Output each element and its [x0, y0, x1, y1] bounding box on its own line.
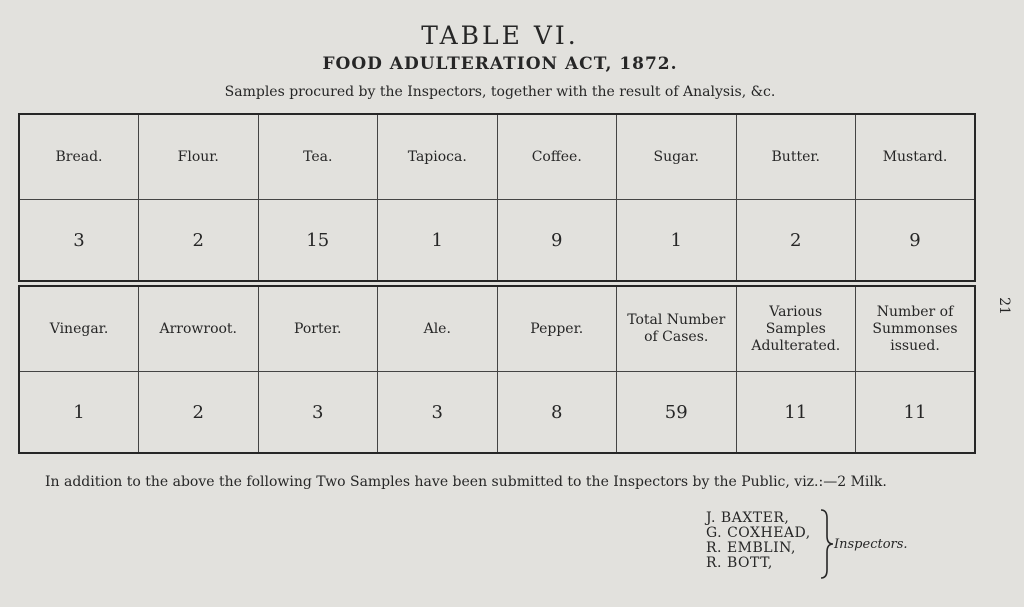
value-cell: 11: [736, 372, 856, 454]
inspectors-label: Inspectors.: [834, 537, 908, 552]
header-cell: Porter.: [258, 286, 378, 372]
header-cell: Pepper.: [497, 286, 617, 372]
header-cell: Mustard.: [856, 114, 976, 200]
table-value-row: [19, 372, 975, 454]
inspector-name: J. BAXTER,: [706, 510, 790, 526]
inspector-signatures: [706, 511, 811, 571]
header-cell: Ale.: [378, 286, 498, 372]
header-cell: Flour.: [139, 114, 259, 200]
value-cell: 2: [139, 372, 259, 454]
value-cell: 3: [258, 372, 378, 454]
value-cell: 3: [378, 372, 498, 454]
value-cell: 8: [497, 372, 617, 454]
header-cell: Coffee.: [497, 114, 617, 200]
table-value-row: [19, 200, 975, 282]
table-title: TABLE VI.: [421, 21, 579, 50]
table-header-row: [19, 114, 975, 200]
header-cell: Tea.: [258, 114, 378, 200]
value-cell: 11: [856, 372, 976, 454]
value-cell: 15: [258, 200, 378, 282]
table-header-row: [19, 286, 975, 372]
value-cell: 1: [617, 200, 737, 282]
additional-samples-note: In addition to the above the following Two Samples have been submitted to the Inspectors by the Public, viz.:—2 Milk.: [45, 474, 887, 490]
header-cell: Butter.: [736, 114, 856, 200]
inspector-name: R. BOTT,: [706, 555, 773, 571]
value-cell: 9: [497, 200, 617, 282]
value-cell: 2: [736, 200, 856, 282]
header-cell: Bread.: [19, 114, 139, 200]
header-cell: Various Samples Adulterated.: [736, 286, 856, 372]
inspector-name: R. EMBLIN,: [706, 540, 796, 556]
curly-brace-icon: [818, 508, 834, 580]
header-cell: Vinegar.: [19, 286, 139, 372]
value-cell: 3: [19, 200, 139, 282]
act-title: FOOD ADULTERATION ACT, 1872.: [322, 54, 678, 74]
header-cell: Tapioca.: [378, 114, 498, 200]
header-cell: Sugar.: [617, 114, 737, 200]
page-number: 21: [995, 297, 1012, 315]
value-cell: 2: [139, 200, 259, 282]
header-cell: Arrowroot.: [139, 286, 259, 372]
value-cell: 59: [617, 372, 737, 454]
value-cell: 1: [19, 372, 139, 454]
value-cell: 9: [856, 200, 976, 282]
value-cell: 1: [378, 200, 498, 282]
samples-table-top: [18, 113, 976, 282]
header-cell: Number of Summonses issued.: [856, 286, 976, 372]
inspector-name: G. COXHEAD,: [706, 525, 811, 541]
table-subtitle: Samples procured by the Inspectors, together with the result of Analysis, &c.: [224, 84, 776, 100]
samples-table-bottom: [18, 285, 976, 454]
header-cell: Total Number of Cases.: [617, 286, 737, 372]
